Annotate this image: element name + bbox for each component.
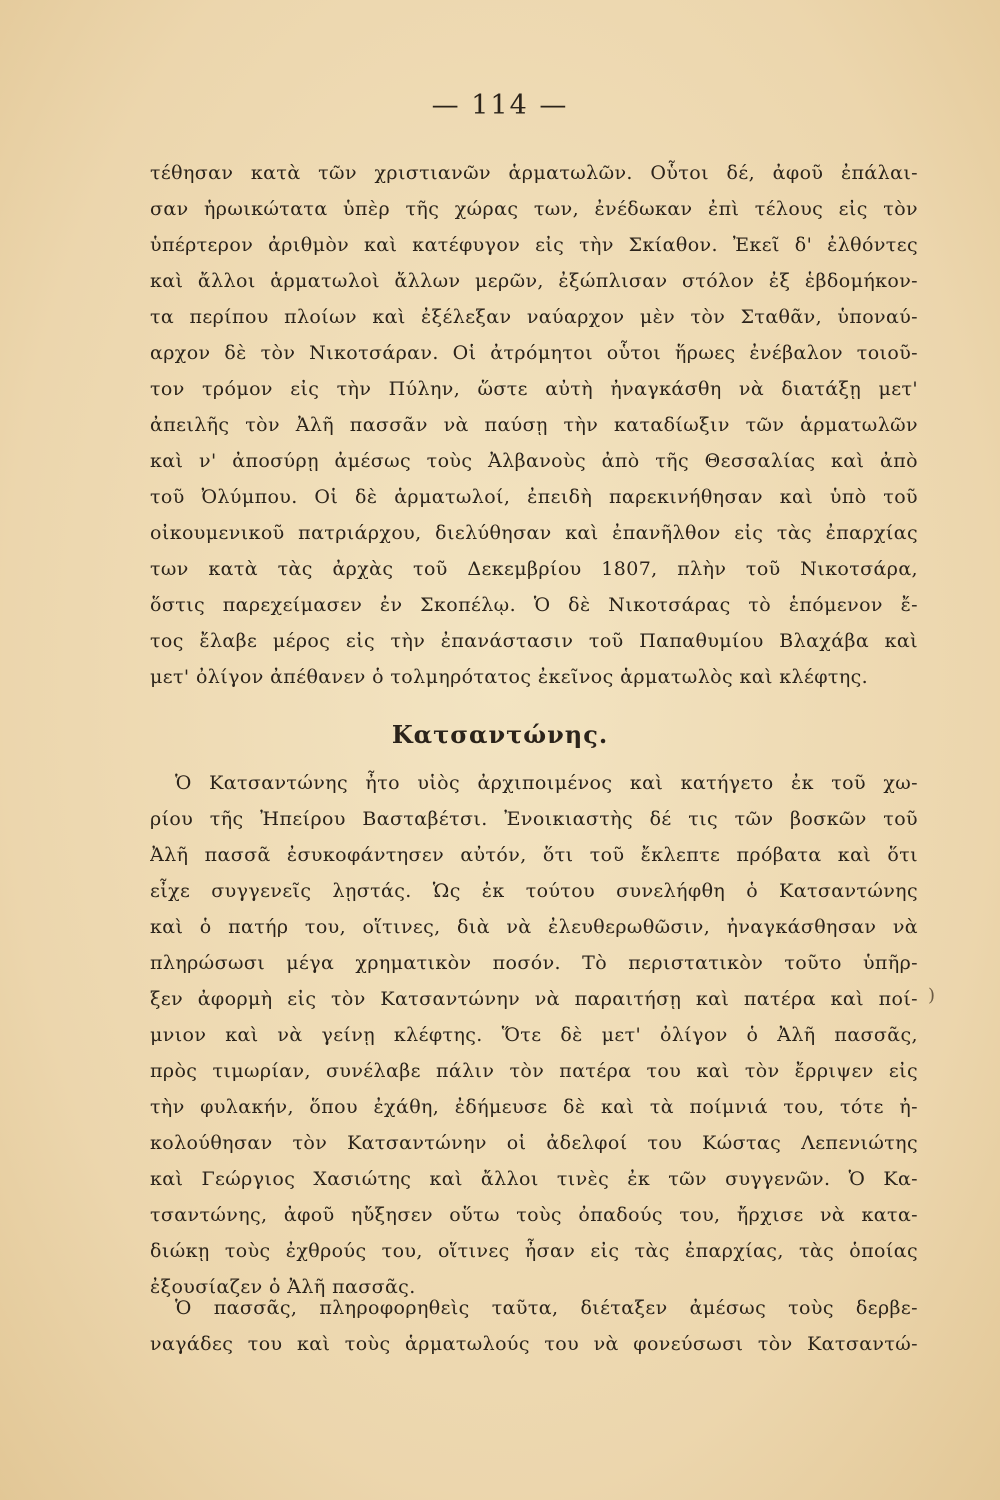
text-line: Ὁ πασσᾶς, πληροφορηθεὶς ταῦτα, διέταξεν ἀμέσως τοὺς δερβε-: [175, 1297, 918, 1319]
text-line: οἰκουμενικοῦ πατριάρχου, διελύθησαν καὶ ἐπανῆλθον εἰς τὰς ἐπαρχίας: [150, 522, 918, 544]
text-line: ὅστις παρεχείμασεν ἐν Σκοπέλῳ. Ὁ δὲ Νικοτσάρας τὸ ἑπόμενον ἔ-: [150, 594, 918, 616]
text-line: καὶ ὁ πατήρ του, οἵτινες, διὰ νὰ ἐλευθερωθῶσιν, ἠναγκάσθησαν νὰ: [150, 916, 918, 938]
text-line: εἶχε συγγενεῖς λῃστάς. Ὡς ἐκ τούτου συνελήφθη ὁ Κατσαντώνης: [150, 880, 918, 902]
paragraph-1: [150, 155, 918, 695]
margin-mark: ): [928, 985, 936, 1006]
text-line: τον τρόμον εἰς τὴν Πύλην, ὥστε αὐτὴ ἠναγκάσθη νὰ διατάξῃ μετ': [150, 378, 918, 400]
text-line: κολούθησαν τὸν Κατσαντώνην οἱ ἀδελφοί του Κώστας Λεπενιώτης: [150, 1132, 918, 1154]
text-line: καὶ ν' ἀποσύρῃ ἀμέσως τοὺς Ἀλβανοὺς ἀπὸ τῆς Θεσσαλίας καὶ ἀπὸ: [150, 450, 918, 472]
text-line: των κατὰ τὰς ἀρχὰς τοῦ Δεκεμβρίου 1807, πλὴν τοῦ Νικοτσάρα,: [150, 558, 918, 580]
text-line: μετ' ὀλίγον ἀπέθανεν ὁ τολμηρότατος ἐκεῖνος ἁρματωλὸς καὶ κλέφτης.: [150, 666, 869, 688]
text-line: μνιον καὶ νὰ γείνῃ κλέφτης. Ὅτε δὲ μετ' ὀλίγον ὁ Ἀλῆ πασσᾶς,: [150, 1024, 918, 1046]
text-line: διώκῃ τοὺς ἐχθρούς του, οἵτινες ἦσαν εἰς τὰς ἐπαρχίας, τὰς ὁποίας: [150, 1240, 918, 1262]
text-line: Ὁ Κατσαντώνης ἦτο υἱὸς ἀρχιποιμένος καὶ κατήγετο ἐκ τοῦ χω-: [175, 772, 918, 794]
text-line: ναγάδες του καὶ τοὺς ἁρματωλούς του νὰ φονεύσωσι τὸν Κατσαντώ-: [150, 1333, 918, 1355]
text-line: τσαντώνης, ἀφοῦ ηὔξησεν οὕτω τοὺς ὀπαδούς του, ἤρχισε νὰ κατα-: [150, 1204, 918, 1226]
text-line: τὴν φυλακήν, ὅπου ἐχάθη, ἐδήμευσε δὲ καὶ τὰ ποίμνιά του, τότε ἠ-: [150, 1096, 918, 1118]
paragraph-3: [150, 1290, 918, 1362]
text-line: τέθησαν κατὰ τῶν χριστιανῶν ἁρματωλῶν. Οὗτοι δέ, ἀφοῦ ἐπάλαι-: [150, 162, 918, 184]
text-line: αρχον δὲ τὸν Νικοτσάραν. Οἱ ἀτρόμητοι οὗτοι ἥρωες ἐνέβαλον τοιοῦ-: [150, 342, 918, 364]
text-line: ξεν ἀφορμὴ εἰς τὸν Κατσαντώνην νὰ παραιτήσῃ καὶ πατέρα καὶ ποί-: [150, 988, 918, 1010]
section-heading: Κατσαντώνης.: [391, 720, 609, 749]
text-line: σαν ἡρωικώτατα ὑπὲρ τῆς χώρας των, ἐνέδωκαν ἐπὶ τέλους εἰς τὸν: [150, 198, 918, 220]
text-line: ρίου τῆς Ἠπείρου Βασταβέτσι. Ἐνοικιαστὴς δέ τις τῶν βοσκῶν τοῦ: [150, 808, 918, 830]
text-line: τος ἔλαβε μέρος εἰς τὴν ἐπανάστασιν τοῦ Παπαθυμίου Βλαχάβα καὶ: [150, 630, 918, 652]
text-line: ἐξουσίαζεν ὁ Ἀλῆ πασσᾶς.: [150, 1276, 416, 1298]
paragraph-2: [150, 765, 918, 1305]
text-line: ἀπειλῆς τὸν Ἀλῆ πασσᾶν νὰ παύσῃ τὴν καταδίωξιν τῶν ἁρματωλῶν: [150, 414, 918, 436]
text-line: Ἀλῆ πασσᾶ ἐσυκοφάντησεν αὐτόν, ὅτι τοῦ ἔκλεπτε πρόβατα καὶ ὅτι: [150, 844, 918, 866]
text-line: τοῦ Ὀλύμπου. Οἱ δὲ ἁρματωλοί, ἐπειδὴ παρεκινήθησαν καὶ ὑπὸ τοῦ: [150, 486, 918, 508]
text-line: καὶ ἄλλοι ἁρματωλοὶ ἄλλων μερῶν, ἐξώπλισαν στόλον ἐξ ἑβδομήκον-: [150, 270, 918, 292]
text-line: ὑπέρτερον ἀριθμὸν καὶ κατέφυγον εἰς τὴν Σκίαθον. Ἐκεῖ δ' ἐλθόντες: [150, 234, 918, 256]
page-number: — 114 —: [431, 90, 569, 121]
text-line: πρὸς τιμωρίαν, συνέλαβε πάλιν τὸν πατέρα του καὶ τὸν ἔρριψεν εἰς: [150, 1060, 918, 1082]
text-line: πληρώσωσι μέγα χρηματικὸν ποσόν. Τὸ περιστατικὸν τοῦτο ὑπῆρ-: [150, 952, 918, 974]
text-line: καὶ Γεώργιος Χασιώτης καὶ ἄλλοι τινὲς ἐκ τῶν συγγενῶν. Ὁ Κα-: [150, 1168, 918, 1190]
text-line: τα περίπου πλοίων καὶ ἐξέλεξαν ναύαρχον μὲν τὸν Σταθᾶν, ὑποναύ-: [150, 306, 918, 328]
